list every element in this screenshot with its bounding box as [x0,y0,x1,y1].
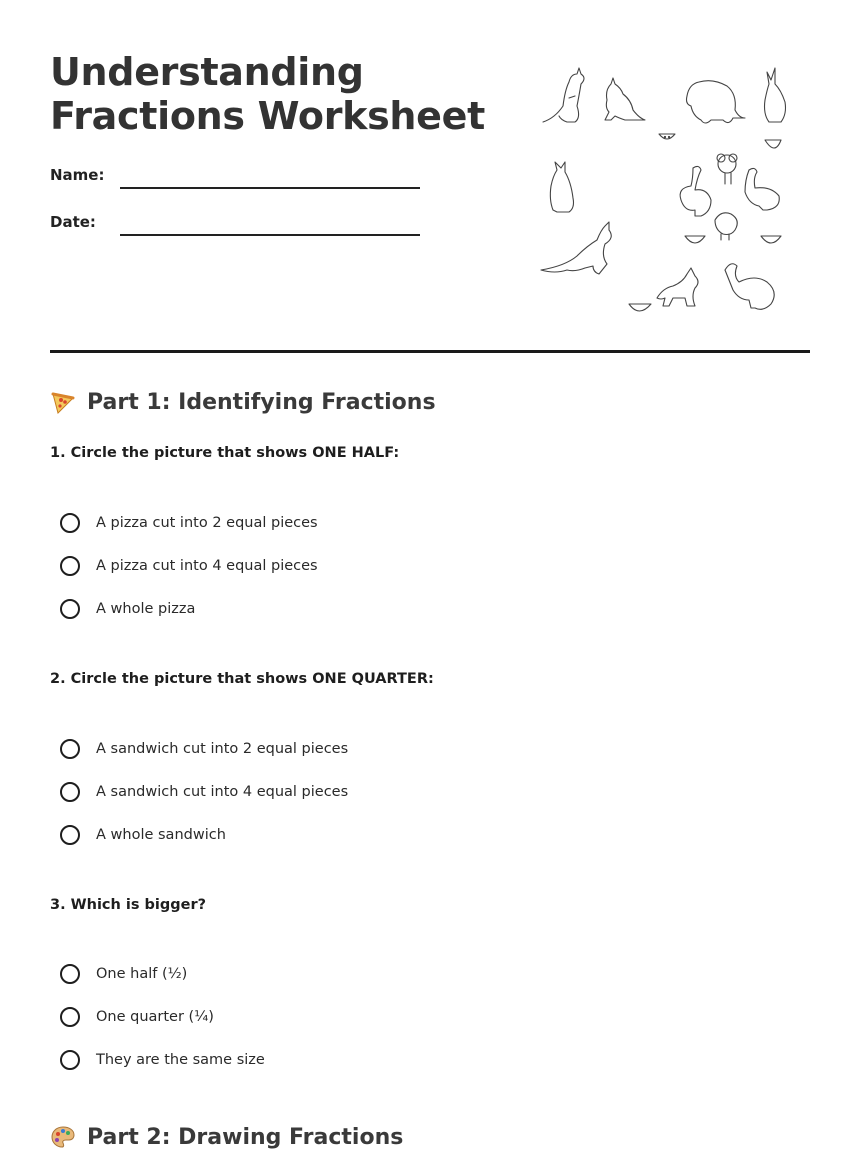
question-3: 3. Which is bigger? [50,897,207,913]
q3-option-c[interactable] [60,1048,265,1072]
q3-option-a[interactable] [60,962,187,986]
animals-illustration [535,60,795,320]
q2-option-c[interactable] [60,823,226,847]
option-label: A pizza cut into 4 equal pieces [96,558,318,574]
palette-icon [50,1124,76,1150]
koala-icon [717,154,737,184]
q3-option-b[interactable] [60,1005,214,1029]
part2-title [50,1124,403,1150]
q1-option-a[interactable] [60,511,318,535]
part1-title-text: Part 1: Identifying Fractions [87,389,436,415]
watermelon-icon [685,236,705,243]
watermelon-icon [761,236,781,243]
header-divider [50,350,810,353]
option-label: They are the same size [96,1052,265,1068]
option-label: A whole pizza [96,601,196,617]
date-label: Date: [50,213,96,231]
radio-button[interactable] [60,556,80,576]
name-label: Name: [50,166,105,184]
watermelon-icon [765,140,781,148]
kangaroo-icon [541,222,611,274]
bird-icon [715,213,737,240]
page-title [50,50,485,138]
pizza-icon [50,389,76,415]
kangaroo-icon [765,68,786,122]
part2-title-text: Part 2: Drawing Fractions [87,1124,404,1150]
question-2: 2. Circle the picture that shows ONE QUARTER: [50,671,434,687]
radio-button[interactable] [60,1007,80,1027]
option-label: A whole sandwich [96,827,226,843]
wombat-icon [687,81,746,123]
radio-button[interactable] [60,1050,80,1070]
date-field[interactable] [120,234,420,236]
radio-button[interactable] [60,825,80,845]
option-label: A pizza cut into 2 equal pieces [96,515,318,531]
emu-icon [680,166,711,216]
option-label: A sandwich cut into 2 equal pieces [96,741,349,757]
title-line-2: Fractions Worksheet [50,94,485,138]
watermelon-icon [659,134,675,139]
kangaroo-icon [550,162,573,212]
q2-option-b[interactable] [60,780,348,804]
kangaroo-icon [543,68,584,122]
radio-button[interactable] [60,513,80,533]
option-label: A sandwich cut into 4 equal pieces [96,784,349,800]
emu-icon [725,264,774,310]
radio-button[interactable] [60,964,80,984]
emu-icon [745,168,779,210]
watermelon-icon [629,304,651,311]
q2-option-a[interactable] [60,737,348,761]
radio-button[interactable] [60,782,80,802]
radio-button[interactable] [60,739,80,759]
option-label: One quarter (¼) [96,1009,214,1025]
title-line-1: Understanding [50,50,364,94]
name-field[interactable] [120,187,420,189]
radio-button[interactable] [60,599,80,619]
q1-option-b[interactable] [60,554,318,578]
q1-option-c[interactable] [60,597,195,621]
question-1: 1. Circle the picture that shows ONE HALF: [50,445,400,461]
option-label: One half (½) [96,966,188,982]
part1-title [50,389,436,415]
wallaby-icon [605,78,645,120]
dingo-icon [657,268,698,306]
